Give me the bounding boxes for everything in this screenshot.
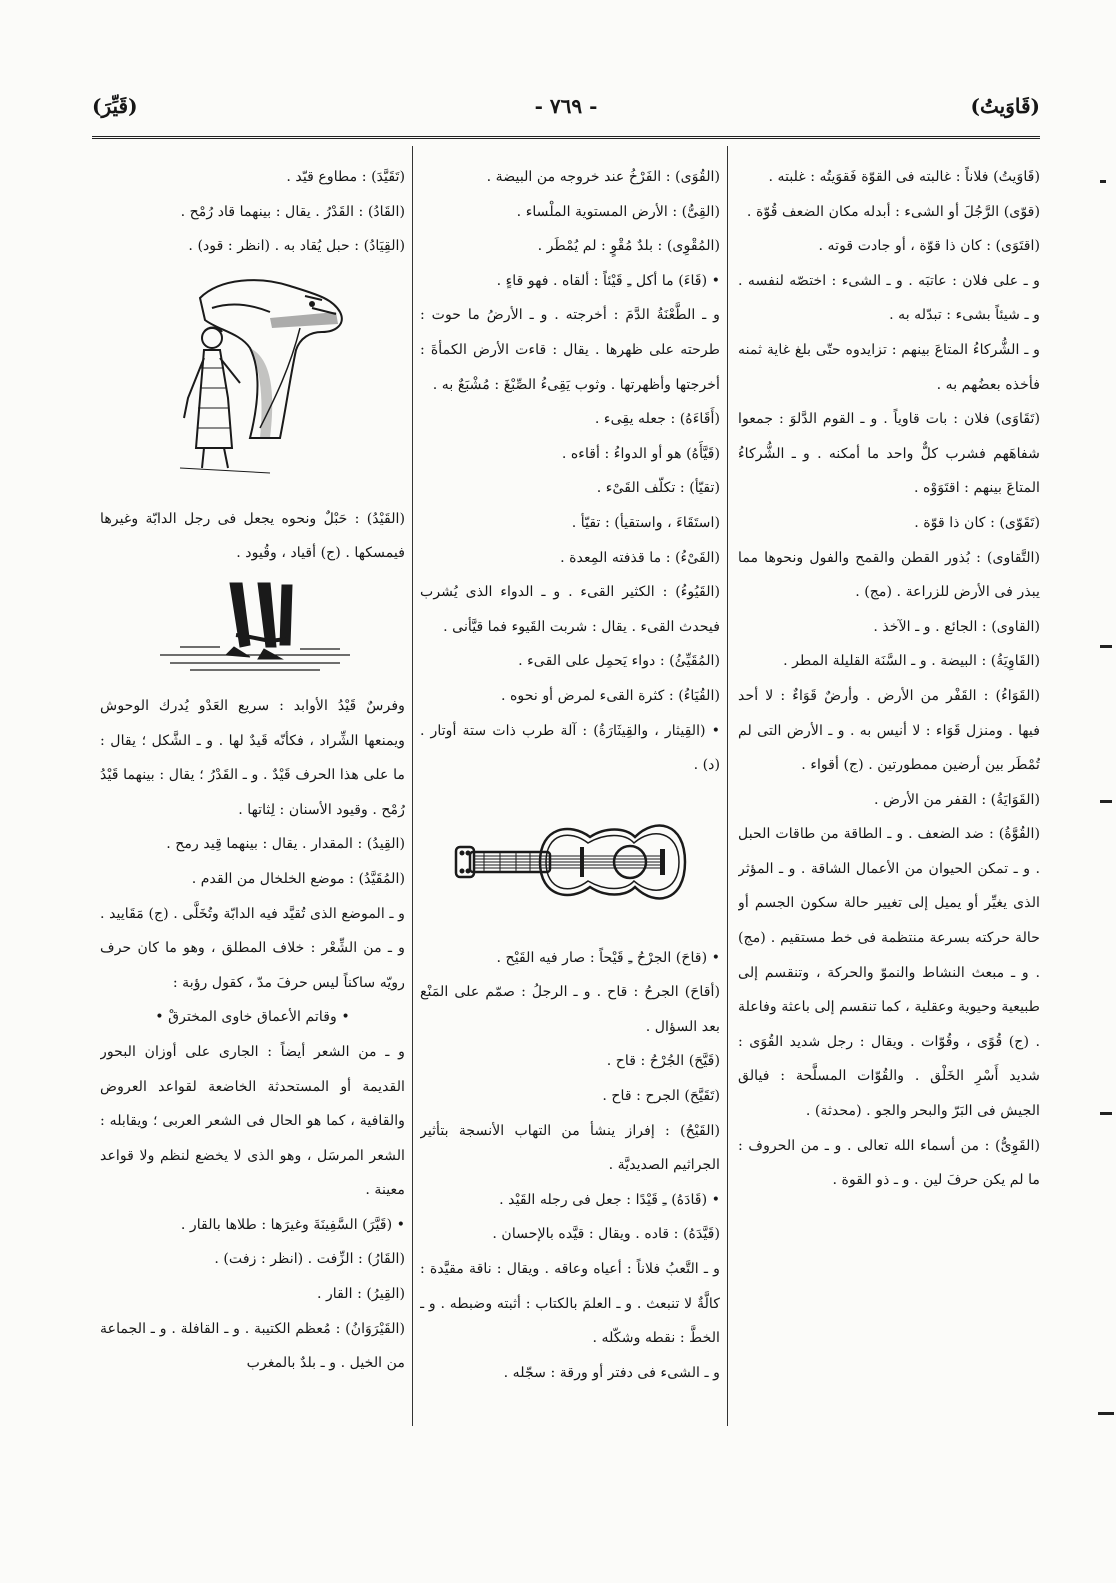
entry: (القُوَى) : الفَرْخُ عند خروجه من البيضة .	[486, 169, 720, 185]
entry: (القَيْحُ) : إفراز ينشأ من التهاب الأنسجة بتأثير الجراثيم الصديديَّة .	[420, 1122, 720, 1174]
entry: (تَقَيَّدَ) : مطاوع قيّد .	[286, 169, 405, 185]
column-divider	[727, 146, 728, 1426]
column-middle	[420, 160, 720, 1430]
entry: و ـ من الشعر أيضاً : الجارى على أوزان البحور القديمة أو المستحدثة الخاضعة لقواعد العروض والقافية ، كما هو الحال فى الشعر العربى ؛ ويقابله : الشعر المرسَل ، وهو الذى لا يخضع لنظم ولا قواعد معينة .	[100, 1043, 405, 1199]
scan-mark	[1100, 180, 1106, 183]
entry: • وقاتم الأعماق خاوى المخترقْ •	[155, 1009, 350, 1026]
entry: (قَيَّحَ) الجُرْحُ : قاح .	[606, 1053, 720, 1070]
entry: (القَارُ) : الزِّفت . (انظر : زفت) .	[214, 1251, 405, 1268]
entry: (أَقَاءَهُ) : جعله يقِىء .	[594, 411, 720, 428]
entry: و ـ التَّعبُ فلاناً : أعياه وعاقه . ويقال : ناقة مقيَّدة : كالَّةٌ لا تنبعث . و ـ العلمَ بالكتاب : أثبته وضبطه . و ـ الخطَّ : نقطه وشكّله .	[420, 1261, 720, 1347]
entry: (المُقَيِّئُ) : دواء يَحمِل على القىء .	[518, 653, 720, 670]
entry: • (قَادَهُ) ـِ قَيْدًا : جعل فى رجله القَيْد .	[499, 1191, 720, 1208]
scan-mark	[1100, 800, 1112, 803]
entry: (استَقَاءَ ، واستقيأ) : تقيّأ .	[571, 514, 720, 531]
entry: • (قَيَّرَ) السَّفِينَةَ وغيرَها : طلاها بالقار .	[180, 1216, 405, 1233]
entry: (التَّقاوى) : بُذور القطن والقمح والفول ونحوها مما يبذر فى الأرض للزراعة . (مج) .	[738, 549, 1040, 601]
entry: (تَقَيَّحَ) الجرح : قاح .	[602, 1088, 720, 1105]
entry: (القُوَّةُ) : ضد الضعف . و ـ الطاقة من طاقات الحبل . و ـ تمكن الحيوان من الأعمال الشاقة . و ـ المؤثر الذى يغيِّر أو يميل إلى تغيير حالة سكون الجسم أو حالة حركته بسرعة منتظمة فى خط مستقيم . (مج) . و ـ مبعث النشاط والنموّ والحركة ، وتنقسم إلى طبيعية وحيوية وعقلية ، كما تنقسم إلى باعثة وفاعلة . (ج) قُوًى ، وقُوّات . ويقال : رجل شديد القُوَى : شديد أَسْرِ الخَلْق . والقُوّات المسلَّحة : فيالق الجيش فى البَرّ والبحر والجو . (محدثة) .	[738, 826, 1040, 1120]
entry: (قَيَّأَهُ) هو أو الدواءُ : أقاءه .	[561, 445, 720, 462]
column-right	[738, 160, 1040, 1430]
scan-mark	[1100, 645, 1112, 648]
page-header	[92, 88, 1040, 138]
entry: (القَوَاءُ) : القَفْر من الأرض . وأرضٌ قَوَاءٌ : لا أحد فيها . ومنزل قَوَاء : لا أنيس به . و ـ الأرض التى لم تُمْطَر بين أرضين ممطورتين . (ج) أقواء .	[738, 687, 1040, 774]
entry: (القُيَاءُ) : كثرة القىء لمرض أو نحوه .	[500, 687, 720, 704]
entry: • (قَاءَ) ما أكل ـِ قَيْئاً : ألقاه . فهو قاءٍ .	[496, 272, 720, 289]
scan-mark	[1100, 1112, 1112, 1115]
entry: (اقتَوَى) : كان ذا قوّة ، أو جادت قوته .	[818, 238, 1040, 255]
entry: (القِيدُ) : المقدار . يقال : بينهما قِيد رمح .	[166, 836, 405, 853]
entry: (تقيّأ) : تكلّف القَىْء .	[596, 480, 720, 497]
entry: (تَقَاوَى) فلان : بات قاوياً . و ـ القوم الدَّلوَ : جمعوا شفاهَهم فشرب كلٌّ واحد ما أمكنه . و ـ الشُّركاءُ المتاعَ بينهم : اقتَوَوْه .	[738, 411, 1040, 497]
entry: (القِيرُ) : القار .	[316, 1286, 405, 1303]
entry: (المُقَيَّدُ) : موضع الخلخال من القدم .	[191, 870, 405, 887]
header-rule	[92, 136, 1040, 139]
entry: و ـ على فلان : عاتبَه . و ـ الشىء : اختصّه لنفسه . و ـ شيئاً بشىء : تبدّله به .	[738, 272, 1040, 324]
scan-mark	[1098, 1412, 1114, 1415]
column-divider	[412, 146, 413, 1426]
hobble-illustration	[100, 575, 405, 685]
header-guide-word-right: (قَاوَيتُ)	[970, 94, 1040, 118]
entry: وفرسٌ قَيْدُ الأوابد : سريع العَدْو يُدرك الوحوش ويمنعها الشِّراد ، فكأنّه قَيدٌ لها . و ـ الشَّكل ؛ يقال : ما على هذا الحرف قَيْدٌ . و ـ القَدْرُ ؛ يقال : بينهما قَيْدُ رُمْح . وقيود الأسنان : لِثاتها .	[100, 697, 405, 818]
entry: (القاوى) : الجائع . و ـ الآخذ .	[873, 618, 1040, 635]
guitar-illustration	[420, 787, 720, 937]
entry: • (القِيثار ، والقِيثَارَةُ) : آلة طرب ذات ستة أوتار . (د) .	[420, 722, 720, 774]
entry: (القَيْدُ) : حَبْلٌ ونحوه يجعل فى رجل الدابّة وغيرها فيمسكها . (ج) أقياد ، وقُيود .	[100, 510, 405, 562]
entry: (قَاوَيتُ) فلاناً : غالبته فى القوّة فَقوَيتُه : غلبته .	[768, 169, 1040, 185]
entry: (أقاحَ) الجرحُ : قاح . و ـ الرجلُ : صمّم على المَنْع بعد السؤال .	[420, 984, 720, 1035]
entry: (القَىْءُ) : ما قذفته المِعدة .	[560, 549, 720, 566]
entry: و ـ الشُّركاءُ المتاعَ بينهم : تزايدوه حتّى بلغ غاية ثمنه فأخذه بعضُهم به .	[738, 341, 1040, 393]
entry: و ـ الشىء فى دفتر أو ورقة : سجّله .	[503, 1364, 720, 1381]
entry: (القِيَادُ) : حبل يُقاد به . (انظر : قود) .	[188, 238, 405, 255]
page-number: - ٧٦٩ -	[534, 94, 598, 118]
entry: (القِىُّ) : الأرض المستوية الملْساء .	[516, 203, 720, 220]
entry: (القَاوِيَةُ) : البيضة . و ـ السَّنَة القليلة المطر .	[783, 653, 1040, 670]
entry: (القَادُ) : القَدْرُ . يقال : بينهما قاد رُمْح .	[180, 203, 405, 220]
entry: و ـ الطَّعْنَةُ الدَّمَ : أخرجته . و ـ الأرضُ ما حوت : طرحته على ظهرها . يقال : قاءت الأرض الكمأةَ : أخرجتها وأظهرتها . وثوب يَقِىءُ الصِّبْغَ : مُشْبَعٌ به .	[420, 307, 720, 393]
column-left	[100, 160, 405, 1430]
entry: (القَيُوءُ) : الكثير القىء . و ـ الدواء الذى يُشرب فيحدث القىء . يقال : شربت القَيوء فما قيَّأنى .	[420, 584, 720, 635]
entry: (المُقْوِى) : بلدٌ مُقْوٍ : لم يُمْطَر .	[537, 238, 720, 255]
entry: (قَيَّدَهُ) : قاده . ويقال : قيَّده بالإحسان .	[492, 1226, 720, 1243]
header-guide-word-left: (قَيِّرَ)	[92, 94, 138, 118]
entry: (القَوَايَةُ) : القفر من الأرض .	[873, 791, 1040, 808]
entry: (تَقَوّى) : كان ذا قوّة .	[914, 514, 1040, 531]
camel-leading-illustration	[100, 268, 405, 498]
entry: • (قاحَ) الجرْحُ ـِ قَيْحاً : صار فيه القَيْح .	[496, 949, 720, 966]
entry: (القَيْرَوَانُ) : مُعظم الكتيبة . و ـ القافلة . و ـ الجماعة من الخيل . و ـ بلدٌ بالمغرب	[100, 1320, 405, 1372]
entry: (قوّى) الرَّجُلَ أو الشىء : أبدله مكان الضعف قُوّة .	[746, 203, 1040, 220]
entry: و ـ الموضع الذى تُقيَّد فيه الدابّة وتُخَلَّى . (ج) مَقَاييد . و ـ من الشِّعْر : خلاف المطلق ، وهو ما كان حرف رويّه ساكناً ليس حرفَ مدّ ، كقول رؤبة :	[100, 905, 405, 991]
entry: (القَوِىُّ) : من أسماء الله تعالى . و ـ من الحروف : ما لم يكن حرفَ لين . و ـ ذو القوة .	[738, 1137, 1040, 1189]
